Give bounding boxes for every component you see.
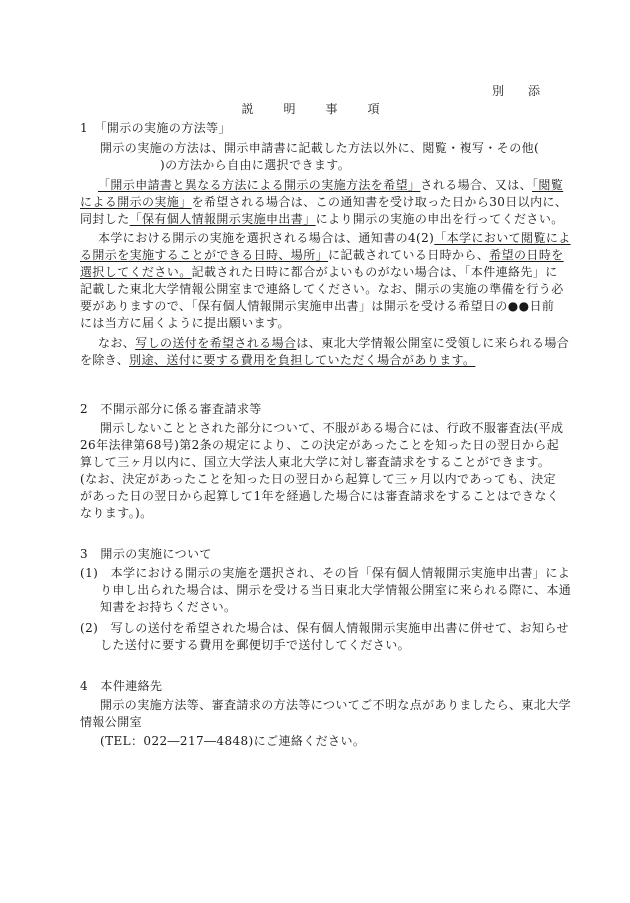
section-3-item: り申し出られた場合は、開示を受ける当日東北大学情報公開室に来られる際に、本通	[100, 583, 572, 597]
section-1-text: )の方法から自由に選択できます。	[160, 158, 351, 172]
underlined-text: 「閲覧	[532, 178, 564, 192]
section-1-text: に記載されている日時から、	[328, 248, 490, 262]
section-2-text: なります。)。	[80, 506, 153, 520]
section-1-text	[98, 230, 571, 246]
section-2-text: (なお、決定があったことを知った日の翌日から起算して三ヶ月以内であっても、決定	[80, 472, 557, 486]
section-1-heading: 1 「開示の実施の方法等」	[80, 121, 231, 135]
section-2-text: があった日の翌日から起算して1年を経過した場合には審査請求をすることはできなく	[80, 489, 560, 503]
underlined-text: 写しの送付を希望される場合	[135, 336, 297, 350]
section-1-text: される場合、又は、	[420, 178, 533, 192]
section-1-text: には当方に届くように提出願います。	[80, 316, 290, 330]
page-title: 説 明 事 項	[241, 102, 389, 116]
section-2-text: 算して三ヶ月以内に、国立大学法人東北大学に対し審査請求をすることができます。	[80, 455, 551, 469]
section-4-text: 開示の実施方法等、審査請求の方法等についてご不明な点がありましたら、東北大学	[100, 698, 571, 712]
section-1-text: 記載された日時に都合がよいものがない場合は、「本件連絡先」に	[191, 265, 558, 279]
section-1-text	[98, 335, 569, 351]
section-1-text: 要がありますので、「保有個人情報開示実施申出書」は開示を受ける希望日の●●日前	[80, 299, 555, 313]
section-1-text: なお、	[98, 336, 136, 350]
underlined-text: 希望の日時を	[489, 248, 564, 262]
contact-phone: (TEL：022―217―4848)にご連絡ください。	[100, 734, 366, 748]
underlined-text: 選択してください。	[80, 265, 192, 279]
section-1-text: は、東北大学情報公開室に受領しに来られる場合	[296, 336, 570, 350]
section-1-text: 同封した	[80, 212, 130, 226]
section-1-text	[80, 194, 567, 210]
section-1-text: を希望される場合は、この通知書を受け取った日から30日以内に、	[191, 195, 568, 209]
section-2-heading: 2 不開示部分に係る審査請求等	[80, 402, 262, 416]
section-3-item: (1) 本学における開示の実施を選択され、その旨「保有個人情報開示実施申出書」によ	[80, 566, 571, 580]
section-1-text	[98, 177, 563, 193]
underlined-text: 別途、送付に要する費用を負担していただく場合があります。	[129, 353, 476, 367]
section-3-heading: 3 開示の実施について	[80, 547, 212, 561]
underlined-text: 「保有個人情報開示実施申出書」	[129, 212, 316, 226]
section-1-text: を除き、	[80, 353, 130, 367]
section-4-text: 情報公開室	[80, 715, 143, 729]
section-1-text: 記載した東北大学情報公開室まで連絡してください。なお、開示の実施の準備を行う必	[80, 282, 564, 296]
section-1-text: により開示の実施の申出を行ってください。	[315, 212, 564, 226]
attachment-label: 別 添	[491, 84, 546, 98]
section-3-item: 知書をお持ちください。	[100, 600, 237, 614]
section-3-item: した送付に要する費用を郵便切手で送付してください。	[100, 638, 411, 652]
section-3-item: (2) 写しの送付を希望された場合は、保有個人情報開示実施申出書に併せて、お知らせ	[80, 621, 569, 635]
section-2-text: 開示しないこととされた部分について、不服がある場合には、行政不服審査法(平成	[100, 421, 564, 435]
section-1-text	[80, 211, 564, 227]
section-2-text: 26年法律第68号)第2条の規定により、この決定があったことを知った日の翌日から起	[80, 438, 560, 452]
underlined-text: 「本学において閲覧によ	[434, 231, 571, 245]
underlined-text: る開示を実施することができる日時、場所」	[80, 248, 329, 262]
section-1-text: 本学における開示の実施を選択される場合は、通知書の4(2)	[98, 231, 435, 245]
section-1-text	[80, 264, 558, 280]
section-1-text: 開示の実施の方法は、開示申請書に記載した方法以外に、閲覧・複写・その他(	[100, 141, 540, 155]
underlined-text: 「開示申請書と異なる方法による開示の実施方法を希望」	[98, 178, 421, 192]
underlined-text: による開示の実施」	[80, 195, 192, 209]
section-4-heading: 4 本件連絡先	[80, 679, 163, 693]
section-1-text	[80, 352, 475, 368]
section-1-text	[80, 247, 564, 263]
